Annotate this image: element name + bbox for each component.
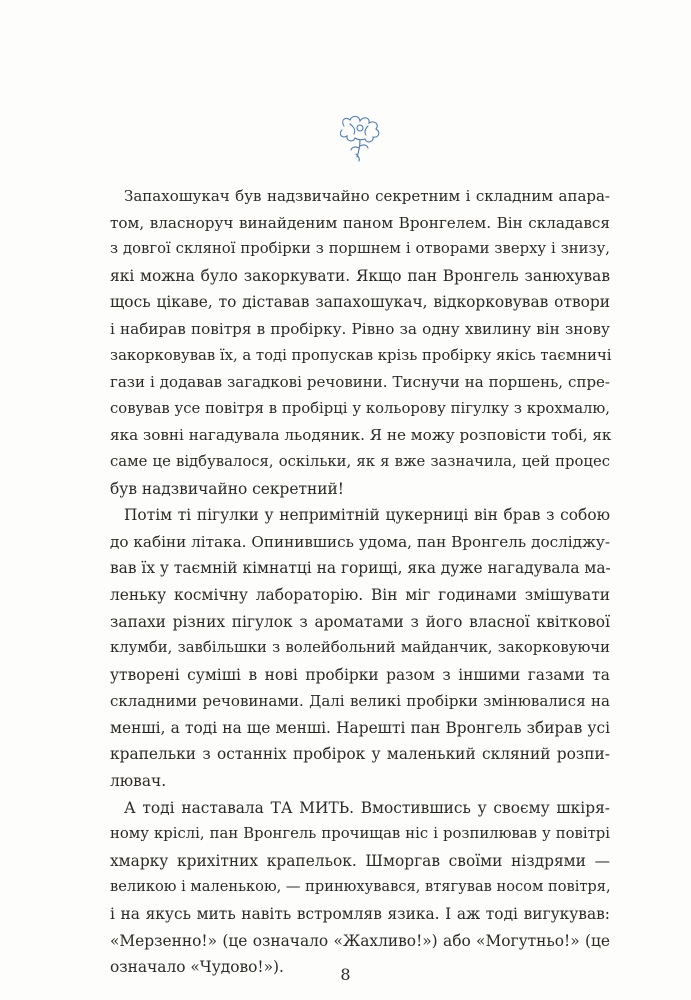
text-line: і набирав повітря в пробірку. Рівно за одну хвилину він знову <box>110 319 610 338</box>
text-line: леньку космічну лабораторію. Він міг годинами змішувати <box>110 585 610 604</box>
text-line: з довгої скляної пробірки з поршнем і отворами зверху і знизу, <box>110 240 610 258</box>
paragraph-2 <box>110 502 610 795</box>
text-line: які можна було закоркувати. Якщо пан Вронгель занюхував <box>110 266 610 285</box>
text-line: до кабіни літака. Опинившись удома, пан Вронгель досліджу- <box>110 532 610 551</box>
text-line: «Мерзенно!» (це означало «Жахливо!») або «Могутньо!» (це <box>110 931 610 950</box>
text-line: закорковував їх, а тоді пропускав крізь пробірку якісь таємничі <box>110 346 612 364</box>
text-line: крапельки з останніх пробірок у маленький скляний розпи- <box>110 745 610 764</box>
paragraph-3 <box>110 795 610 981</box>
floral-ornament-icon <box>334 110 388 166</box>
text-line: Потім ті пігулки у непримітній цукерниці він брав з собою <box>124 506 610 525</box>
text-line: вав їх у таємній кімнатці на горищі, яка дуже нагадувала ма- <box>110 559 611 578</box>
text-line: ному кріслі, пан Вронгель прочищав ніс і розпилював у повітрі <box>110 825 610 843</box>
text-line: совував усе повітря в пробірці у кольорову пігулку з крохмалю, <box>110 399 610 417</box>
text-line: лювач. <box>110 772 167 791</box>
paragraph-1 <box>110 183 610 502</box>
text-line: великою і маленькою, — принюхувався, втягував носом повітря, <box>110 878 611 896</box>
text-line: і на якусь мить навіть встромляв язика. І аж тоді вигукував: <box>110 905 610 924</box>
text-line: клумби, завбільшки з волейбольний майданчик, закорковуючи <box>110 639 610 657</box>
text-line: яка зовні нагадувала льодяник. Я не можу розповісти тобі, як <box>110 426 612 445</box>
text-line: був надзвичайно секретний! <box>110 479 344 498</box>
text-line: хмарку крихітних крапельок. Шморгав своїми ніздрями — <box>110 851 610 870</box>
story-text <box>110 183 610 981</box>
text-line: запахи різних пігулок з ароматами з його власної квіткової <box>110 612 610 631</box>
page-number: 8 <box>340 965 351 984</box>
text-line: утворені суміші в нові пробірки разом з іншими газами та <box>110 665 610 684</box>
text-line: менші, а тоді на ще менші. Нарешті пан Вронгель збирав усі <box>110 718 610 737</box>
text-line: А тоді наставала ТА МИТЬ. Вмостившись у своєму шкіря- <box>124 798 610 817</box>
text-line: складними речовинами. Далі великі пробірки змінювалися на <box>110 692 610 711</box>
text-line: том, власноруч винайденим паном Вронгелем. Він складався <box>110 213 610 232</box>
text-line: означало «Чудово!»). <box>110 958 284 977</box>
text-line: щось цікаве, то діставав запахошукач, відкорковував отвори <box>110 293 610 312</box>
text-line: Запахошукач був надзвичайно секретним і складним апара- <box>124 187 610 205</box>
text-line: гази і додавав загадкові речовини. Тиснучи на поршень, спре- <box>110 373 610 392</box>
text-line: саме це відбувалося, оскільки, як я вже зазначила, цей процес <box>110 452 610 470</box>
